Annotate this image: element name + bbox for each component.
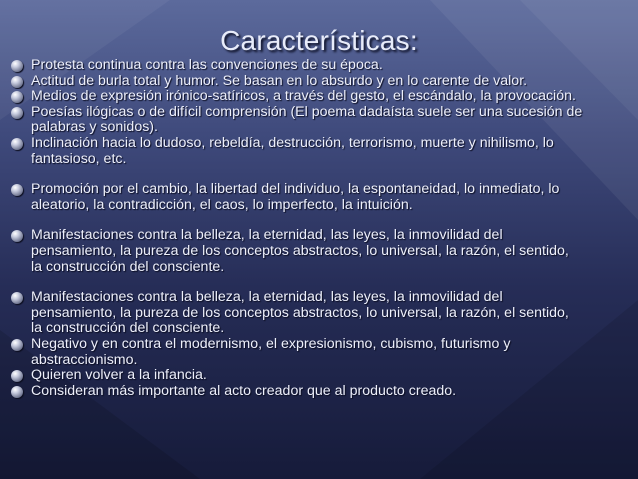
- sphere-bullet-icon: [11, 386, 23, 398]
- bullet-item: [10, 228, 638, 275]
- bullet-line: la construcción del consciente.: [31, 320, 225, 337]
- sphere-bullet-icon: [11, 60, 23, 72]
- bullet-line: pensamiento, la pureza de los conceptos abstractos, lo universal, la razón, el sentido,: [31, 304, 569, 321]
- bullet-item: [10, 58, 638, 74]
- bullet-line: abstraccionismo.: [31, 351, 138, 368]
- sphere-bullet-icon: [11, 230, 23, 242]
- bullet-item: [10, 368, 638, 384]
- bullet-line: Consideran más importante al acto creador que al producto creado.: [31, 383, 457, 399]
- bullet-line: Quieren volver a la infancia.: [31, 368, 207, 384]
- bullet-line: la construcción del consciente.: [31, 258, 225, 275]
- bullet-item: [10, 290, 638, 337]
- bullet-line: palabras y sonidos).: [31, 119, 158, 136]
- sphere-bullet-icon: [11, 184, 23, 196]
- sphere-bullet-icon: [11, 292, 23, 304]
- bullet-line: Manifestaciones contra la belleza, la eternidad, las leyes, la inmovilidad del: [31, 228, 503, 244]
- bullet-line: aleatorio, la contradicción, el caos, lo imperfecto, la intuición.: [31, 196, 413, 213]
- bullet-list: [10, 58, 638, 399]
- bullet-item: [10, 384, 638, 400]
- bullet-item: [10, 136, 638, 167]
- bullet-line: Negativo y en contra el modernismo, el expresionismo, cubismo, futurismo y: [31, 336, 511, 352]
- bullet-line: Protesta continua contra las convenciones de su época.: [31, 58, 383, 73]
- sphere-bullet-icon: [11, 370, 23, 382]
- bullet-line: Promoción por el cambio, la libertad del individuo, la espontaneidad, lo inmediato, lo: [31, 182, 560, 198]
- bullet-line: Actitud de burla total y humor. Se basan en lo absurdo y en lo carente de valor.: [31, 73, 528, 89]
- bullet-item: [10, 182, 638, 213]
- bullet-item: [10, 105, 638, 136]
- bullet-line: pensamiento, la pureza de los conceptos abstractos, lo universal, la razón, el sentido,: [31, 242, 569, 259]
- bullet-item: [10, 89, 638, 105]
- bullet-line: Inclinación hacia lo dudoso, rebeldía, destrucción, terrorismo, muerte y nihilismo, lo: [31, 135, 554, 151]
- sphere-bullet-icon: [11, 339, 23, 351]
- sphere-bullet-icon: [11, 138, 23, 150]
- bullet-line: Medios de expresión irónico-satíricos, a través del gesto, el escándalo, la provocación.: [31, 89, 576, 105]
- slide-title: Características:: [220, 25, 418, 56]
- sphere-bullet-icon: [11, 91, 23, 103]
- sphere-bullet-icon: [11, 76, 23, 88]
- sphere-bullet-icon: [11, 107, 23, 119]
- bullet-line: Manifestaciones contra la belleza, la eternidad, las leyes, la inmovilidad del: [31, 290, 503, 306]
- bullet-item: [10, 337, 638, 368]
- bullet-line: fantasioso, etc.: [31, 150, 127, 167]
- bullet-item: [10, 74, 638, 90]
- bullet-line: Poesías ilógicas o de difícil comprensión (El poema dadaísta suele ser una sucesión de: [31, 104, 583, 120]
